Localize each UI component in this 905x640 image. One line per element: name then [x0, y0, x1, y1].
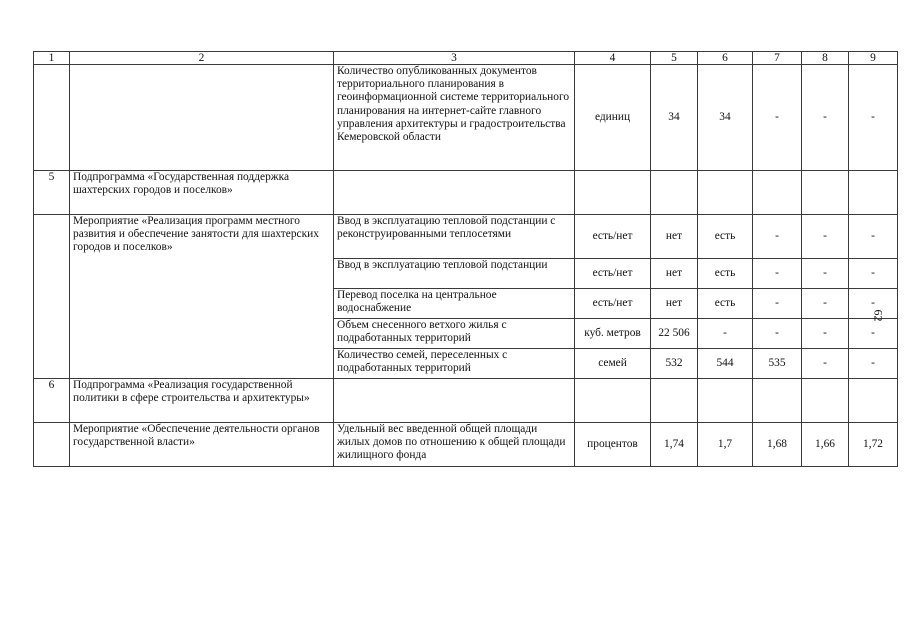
value-cell: [651, 171, 698, 215]
value-cell: нет: [651, 289, 698, 319]
page-number: 62: [871, 309, 886, 322]
header-cell: 3: [334, 52, 575, 65]
value-cell: -: [802, 259, 849, 289]
value-cell: 1,74: [651, 423, 698, 467]
value-cell: -: [802, 289, 849, 319]
program-name-cell: Подпрограмма «Реализация государственной политики в сфере строительства и архитектуры»: [70, 379, 334, 423]
value-cell: -: [849, 65, 898, 171]
row-number-cell: 5: [34, 171, 70, 215]
value-cell: 1,7: [698, 423, 753, 467]
value-cell: -: [753, 289, 802, 319]
unit-cell: [575, 379, 651, 423]
value-cell: -: [753, 215, 802, 259]
header-cell: 5: [651, 52, 698, 65]
value-cell: [698, 171, 753, 215]
unit-cell: семей: [575, 349, 651, 379]
indicator-cell: Удельный вес введенной общей площади жилых домов по отношению к общей площади жилищного фонда: [334, 423, 575, 467]
indicator-cell: Количество семей, переселенных с подработанных территорий: [334, 349, 575, 379]
unit-cell: единиц: [575, 65, 651, 171]
indicator-cell: Ввод в эксплуатацию тепловой подстанции с реконструированными теплосетями: [334, 215, 575, 259]
table-row: [34, 215, 898, 259]
value-cell: [849, 171, 898, 215]
table-row: [34, 379, 898, 423]
row-number-cell: 6: [34, 379, 70, 423]
value-cell: есть: [698, 289, 753, 319]
indicator-cell: Объем снесенного ветхого жилья с подработанных территорий: [334, 319, 575, 349]
value-cell: [753, 379, 802, 423]
value-cell: есть: [698, 259, 753, 289]
value-cell: 34: [698, 65, 753, 171]
program-name-cell: Мероприятие «Обеспечение деятельности органов государственной власти»: [70, 423, 334, 467]
table-row: [34, 423, 898, 467]
value-cell: нет: [651, 259, 698, 289]
value-cell: -: [753, 65, 802, 171]
value-cell: 34: [651, 65, 698, 171]
value-cell: 532: [651, 349, 698, 379]
value-cell: 1,66: [802, 423, 849, 467]
header-cell: 9: [849, 52, 898, 65]
row-number-cell: [34, 215, 70, 379]
value-cell: есть: [698, 215, 753, 259]
value-cell: -: [753, 319, 802, 349]
header-row: [34, 52, 898, 65]
header-cell: 8: [802, 52, 849, 65]
program-name-cell: Мероприятие «Реализация программ местного развития и обеспечение занятости для шахтерских городов и поселков»: [70, 215, 334, 379]
value-cell: 1,68: [753, 423, 802, 467]
value-cell: [802, 379, 849, 423]
value-cell: 544: [698, 349, 753, 379]
indicator-cell: Количество опубликованных документов территориального планирования в геоинформационной системе территориального планирования на интернет-сайте главного управления архитектуры и градостроительства Кемеровской области: [334, 65, 575, 171]
row-number-cell: [34, 423, 70, 467]
indicator-cell: Ввод в эксплуатацию тепловой подстанции: [334, 259, 575, 289]
value-cell: -: [849, 349, 898, 379]
value-cell: 1,72: [849, 423, 898, 467]
unit-cell: куб. метров: [575, 319, 651, 349]
unit-cell: [575, 171, 651, 215]
program-name-cell: [70, 65, 334, 171]
value-cell: -: [802, 319, 849, 349]
value-cell: [651, 379, 698, 423]
header-cell: 4: [575, 52, 651, 65]
value-cell: -: [849, 289, 898, 319]
value-cell: -: [802, 65, 849, 171]
value-cell: 22 506: [651, 319, 698, 349]
value-cell: -: [849, 215, 898, 259]
value-cell: 535: [753, 349, 802, 379]
header-cell: 6: [698, 52, 753, 65]
value-cell: -: [802, 215, 849, 259]
row-number-cell: [34, 65, 70, 171]
value-cell: [753, 171, 802, 215]
unit-cell: есть/нет: [575, 289, 651, 319]
indicator-cell: Перевод поселка на центральное водоснабжение: [334, 289, 575, 319]
value-cell: -: [849, 319, 898, 349]
header-cell: 2: [70, 52, 334, 65]
value-cell: [698, 379, 753, 423]
value-cell: [802, 171, 849, 215]
header-cell: 7: [753, 52, 802, 65]
indicator-cell: [334, 171, 575, 215]
value-cell: [849, 379, 898, 423]
value-cell: -: [849, 259, 898, 289]
value-cell: -: [698, 319, 753, 349]
unit-cell: процентов: [575, 423, 651, 467]
indicator-cell: [334, 379, 575, 423]
value-cell: нет: [651, 215, 698, 259]
header-cell: 1: [34, 52, 70, 65]
table-row: [34, 171, 898, 215]
table-row: [34, 65, 898, 171]
value-cell: -: [753, 259, 802, 289]
unit-cell: есть/нет: [575, 259, 651, 289]
indicators-table: [33, 51, 898, 467]
program-name-cell: Подпрограмма «Государственная поддержка шахтерских городов и поселков»: [70, 171, 334, 215]
value-cell: -: [802, 349, 849, 379]
unit-cell: есть/нет: [575, 215, 651, 259]
